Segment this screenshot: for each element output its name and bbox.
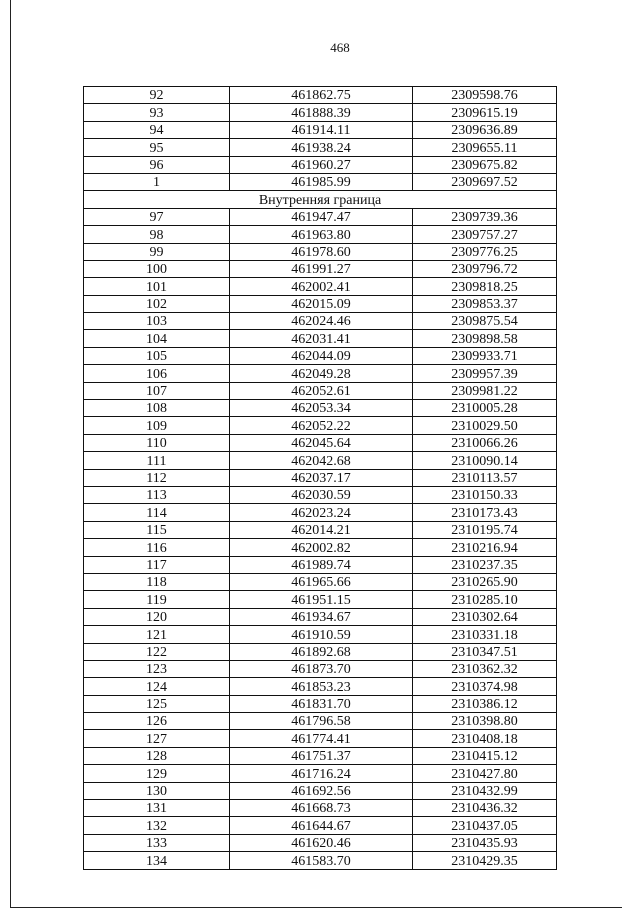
x-coordinate: 462031.41 [230, 330, 413, 347]
table-row [84, 800, 557, 817]
x-coordinate: 462030.59 [230, 486, 413, 503]
point-number: 92 [84, 87, 230, 104]
y-coordinate: 2309898.58 [413, 330, 557, 347]
x-coordinate: 462037.17 [230, 469, 413, 486]
x-coordinate: 461831.70 [230, 695, 413, 712]
y-coordinate: 2309598.76 [413, 87, 557, 104]
x-coordinate: 462015.09 [230, 295, 413, 312]
table-row [84, 730, 557, 747]
point-number: 98 [84, 226, 230, 243]
point-number: 103 [84, 313, 230, 330]
x-coordinate: 461862.75 [230, 87, 413, 104]
point-number: 127 [84, 730, 230, 747]
table-row [84, 591, 557, 608]
x-coordinate: 461951.15 [230, 591, 413, 608]
table-row [84, 278, 557, 295]
point-number: 115 [84, 521, 230, 538]
y-coordinate: 2309757.27 [413, 226, 557, 243]
point-number: 1 [84, 173, 230, 190]
point-number: 102 [84, 295, 230, 312]
x-coordinate: 462053.34 [230, 400, 413, 417]
table-row [84, 417, 557, 434]
page-border-left [10, 0, 11, 908]
table-row [84, 695, 557, 712]
page-border-bottom [10, 907, 622, 908]
x-coordinate: 461892.68 [230, 643, 413, 660]
x-coordinate: 461947.47 [230, 208, 413, 225]
y-coordinate: 2310237.35 [413, 556, 557, 573]
y-coordinate: 2310285.10 [413, 591, 557, 608]
point-number: 118 [84, 573, 230, 590]
point-number: 117 [84, 556, 230, 573]
y-coordinate: 2309933.71 [413, 347, 557, 364]
x-coordinate: 461914.11 [230, 121, 413, 138]
point-number: 123 [84, 660, 230, 677]
point-number: 101 [84, 278, 230, 295]
x-coordinate: 461978.60 [230, 243, 413, 260]
x-coordinate: 462024.46 [230, 313, 413, 330]
table-row [84, 365, 557, 382]
x-coordinate: 461796.58 [230, 713, 413, 730]
y-coordinate: 2310173.43 [413, 504, 557, 521]
table-row [84, 434, 557, 451]
table-row [84, 121, 557, 138]
x-coordinate: 461989.74 [230, 556, 413, 573]
page-number: 468 [330, 40, 350, 55]
x-coordinate: 461963.80 [230, 226, 413, 243]
x-coordinate: 461888.39 [230, 104, 413, 121]
x-coordinate: 461960.27 [230, 156, 413, 173]
point-number: 129 [84, 765, 230, 782]
y-coordinate: 2310398.80 [413, 713, 557, 730]
x-coordinate: 461620.46 [230, 834, 413, 851]
y-coordinate: 2310432.99 [413, 782, 557, 799]
point-number: 131 [84, 800, 230, 817]
y-coordinate: 2310427.80 [413, 765, 557, 782]
table-row [84, 295, 557, 312]
table-row [84, 156, 557, 173]
table-row [84, 782, 557, 799]
x-coordinate: 462023.24 [230, 504, 413, 521]
x-coordinate: 461583.70 [230, 852, 413, 869]
y-coordinate: 2309818.25 [413, 278, 557, 295]
y-coordinate: 2309981.22 [413, 382, 557, 399]
table-row [84, 469, 557, 486]
x-coordinate: 462014.21 [230, 521, 413, 538]
x-coordinate: 461991.27 [230, 260, 413, 277]
y-coordinate: 2310150.33 [413, 486, 557, 503]
point-number: 114 [84, 504, 230, 521]
point-number: 111 [84, 452, 230, 469]
y-coordinate: 2309875.54 [413, 313, 557, 330]
y-coordinate: 2309853.37 [413, 295, 557, 312]
table-row [84, 87, 557, 104]
table-row [84, 660, 557, 677]
point-number: 121 [84, 626, 230, 643]
point-number: 105 [84, 347, 230, 364]
point-number: 106 [84, 365, 230, 382]
y-coordinate: 2310113.57 [413, 469, 557, 486]
table-row [84, 626, 557, 643]
x-coordinate: 461873.70 [230, 660, 413, 677]
table-row [84, 713, 557, 730]
y-coordinate: 2309675.82 [413, 156, 557, 173]
x-coordinate: 461938.24 [230, 139, 413, 156]
y-coordinate: 2310265.90 [413, 573, 557, 590]
x-coordinate: 461774.41 [230, 730, 413, 747]
table-row [84, 260, 557, 277]
y-coordinate: 2309636.89 [413, 121, 557, 138]
table-row [84, 104, 557, 121]
table-row [84, 765, 557, 782]
x-coordinate: 462052.22 [230, 417, 413, 434]
table-row [84, 556, 557, 573]
table-row [84, 400, 557, 417]
x-coordinate: 461716.24 [230, 765, 413, 782]
point-number: 108 [84, 400, 230, 417]
table-row [84, 452, 557, 469]
point-number: 130 [84, 782, 230, 799]
table-row [84, 643, 557, 660]
y-coordinate: 2309697.52 [413, 173, 557, 190]
point-number: 93 [84, 104, 230, 121]
y-coordinate: 2310347.51 [413, 643, 557, 660]
table-row [84, 486, 557, 503]
x-coordinate: 462042.68 [230, 452, 413, 469]
point-number: 95 [84, 139, 230, 156]
section-header-body [84, 191, 557, 208]
point-number: 107 [84, 382, 230, 399]
y-coordinate: 2310415.12 [413, 747, 557, 764]
y-coordinate: 2310331.18 [413, 626, 557, 643]
y-coordinate: 2310066.26 [413, 434, 557, 451]
table-body-outer [84, 87, 557, 191]
table-row [84, 608, 557, 625]
x-coordinate: 461751.37 [230, 747, 413, 764]
y-coordinate: 2310437.05 [413, 817, 557, 834]
table-row [84, 208, 557, 225]
table-row [84, 852, 557, 869]
point-number: 116 [84, 539, 230, 556]
x-coordinate: 462002.41 [230, 278, 413, 295]
point-number: 94 [84, 121, 230, 138]
section-title: Внутренняя граница [84, 191, 557, 208]
point-number: 104 [84, 330, 230, 347]
y-coordinate: 2310362.32 [413, 660, 557, 677]
x-coordinate: 461668.73 [230, 800, 413, 817]
point-number: 120 [84, 608, 230, 625]
table-row [84, 226, 557, 243]
x-coordinate: 462002.82 [230, 539, 413, 556]
point-number: 119 [84, 591, 230, 608]
point-number: 96 [84, 156, 230, 173]
table-row [84, 313, 557, 330]
table-row [84, 330, 557, 347]
point-number: 124 [84, 678, 230, 695]
table-row [84, 539, 557, 556]
point-number: 126 [84, 713, 230, 730]
x-coordinate: 461692.56 [230, 782, 413, 799]
point-number: 100 [84, 260, 230, 277]
y-coordinate: 2310374.98 [413, 678, 557, 695]
y-coordinate: 2310005.28 [413, 400, 557, 417]
y-coordinate: 2310090.14 [413, 452, 557, 469]
point-number: 97 [84, 208, 230, 225]
y-coordinate: 2309739.36 [413, 208, 557, 225]
point-number: 99 [84, 243, 230, 260]
x-coordinate: 461985.99 [230, 173, 413, 190]
table-body-inner [84, 208, 557, 869]
table-row [84, 521, 557, 538]
x-coordinate: 461853.23 [230, 678, 413, 695]
table-row [84, 173, 557, 190]
y-coordinate: 2310302.64 [413, 608, 557, 625]
y-coordinate: 2310435.93 [413, 834, 557, 851]
y-coordinate: 2309615.19 [413, 104, 557, 121]
y-coordinate: 2310386.12 [413, 695, 557, 712]
x-coordinate: 462044.09 [230, 347, 413, 364]
table-row [84, 382, 557, 399]
table-row [84, 834, 557, 851]
point-number: 134 [84, 852, 230, 869]
x-coordinate: 461910.59 [230, 626, 413, 643]
table-row [84, 678, 557, 695]
y-coordinate: 2310436.32 [413, 800, 557, 817]
x-coordinate: 462045.64 [230, 434, 413, 451]
x-coordinate: 462052.61 [230, 382, 413, 399]
table-row [84, 573, 557, 590]
x-coordinate: 462049.28 [230, 365, 413, 382]
point-number: 122 [84, 643, 230, 660]
point-number: 113 [84, 486, 230, 503]
point-number: 109 [84, 417, 230, 434]
table-row [84, 504, 557, 521]
y-coordinate: 2310195.74 [413, 521, 557, 538]
point-number: 112 [84, 469, 230, 486]
y-coordinate: 2309796.72 [413, 260, 557, 277]
section-header-row [84, 191, 557, 208]
y-coordinate: 2310408.18 [413, 730, 557, 747]
table-row [84, 243, 557, 260]
y-coordinate: 2309957.39 [413, 365, 557, 382]
coordinates-table [83, 86, 557, 870]
x-coordinate: 461644.67 [230, 817, 413, 834]
table-row [84, 139, 557, 156]
x-coordinate: 461965.66 [230, 573, 413, 590]
point-number: 110 [84, 434, 230, 451]
point-number: 132 [84, 817, 230, 834]
table-row [84, 747, 557, 764]
x-coordinate: 461934.67 [230, 608, 413, 625]
point-number: 133 [84, 834, 230, 851]
y-coordinate: 2309776.25 [413, 243, 557, 260]
y-coordinate: 2310029.50 [413, 417, 557, 434]
point-number: 128 [84, 747, 230, 764]
table-row [84, 817, 557, 834]
point-number: 125 [84, 695, 230, 712]
y-coordinate: 2310216.94 [413, 539, 557, 556]
table-row [84, 347, 557, 364]
y-coordinate: 2309655.11 [413, 139, 557, 156]
y-coordinate: 2310429.35 [413, 852, 557, 869]
